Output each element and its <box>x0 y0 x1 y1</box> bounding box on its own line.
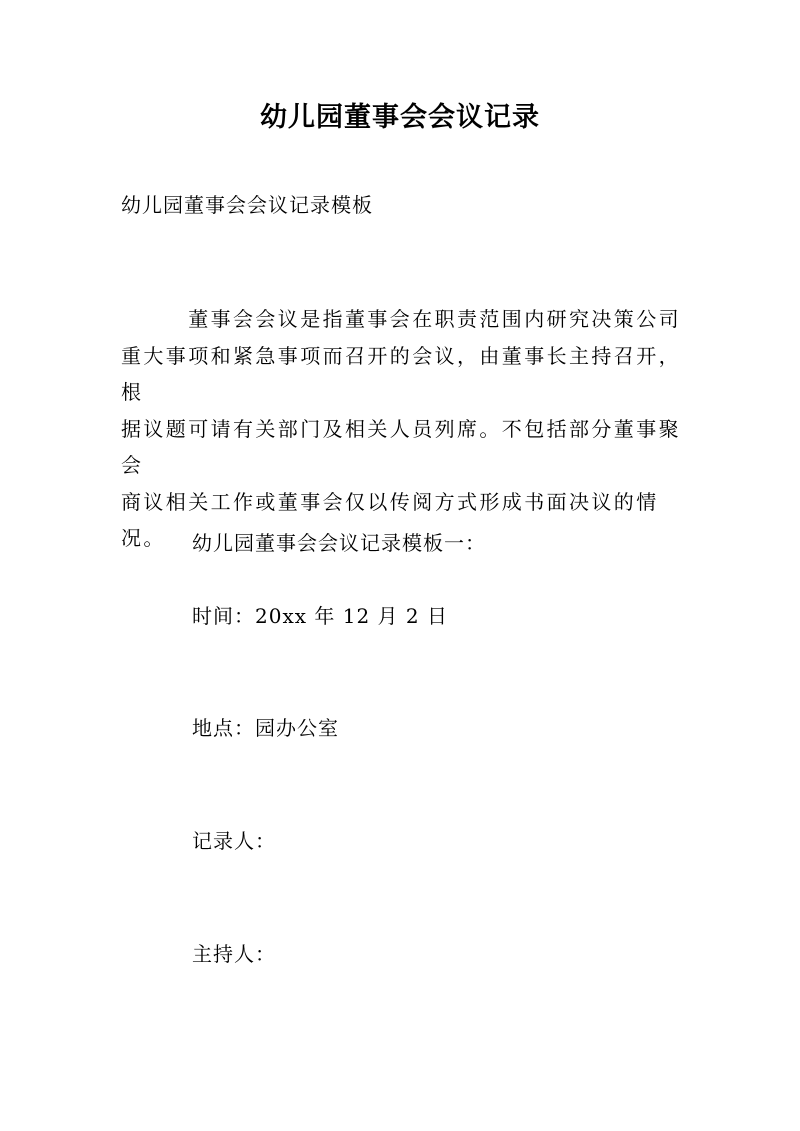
document-title: 幼儿园董事会会议记录 <box>260 102 540 133</box>
meeting-recorder: 记录人： <box>192 829 276 853</box>
meeting-time: 时间：20xx 年 12 月 2 日 <box>192 604 448 628</box>
intro-line: 重大事项和紧急事项而召开的会议，由董事长主持召开，根 <box>121 343 681 404</box>
intro-line: 董事会会议是指董事会在职责范围内研究决策公司 <box>121 307 681 331</box>
meeting-location: 地点：园办公室 <box>192 716 339 740</box>
meeting-host: 主持人： <box>192 942 276 966</box>
intro-line: 商议相关工作或董事会仅以传阅方式形成书面决议的情况。 <box>121 489 659 550</box>
template-heading: 幼儿园董事会会议记录模板一： <box>192 531 486 555</box>
document-subtitle: 幼儿园董事会会议记录模板 <box>121 193 373 217</box>
intro-line: 据议题可请有关部门及相关人员列席。不包括部分董事聚会 <box>121 416 681 477</box>
intro-paragraph <box>121 301 681 557</box>
